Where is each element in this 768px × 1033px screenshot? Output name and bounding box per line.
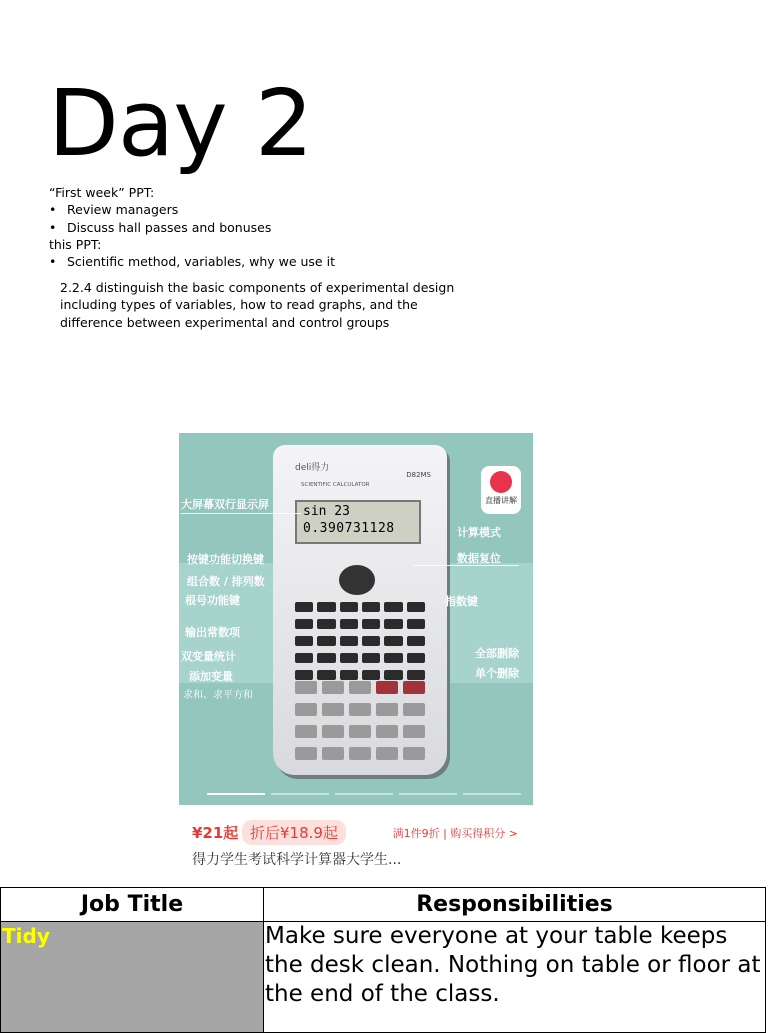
job-title-cell: Tidy bbox=[1, 922, 264, 1033]
cropped-caption: 得力学生考试科学计算器大学生... bbox=[192, 852, 402, 868]
standard-line: 2.2.4 distinguish the basic components of experimental design bbox=[60, 280, 455, 295]
live-badge-label: 直播讲解 bbox=[485, 496, 517, 505]
callout-label: 根号功能键 bbox=[185, 594, 240, 607]
calculator-product-photo bbox=[179, 433, 533, 805]
display-line-2: 0.390731128 bbox=[303, 521, 395, 536]
notes-line: “First week” PPT: bbox=[49, 185, 155, 200]
slide-title: Day 2 bbox=[48, 70, 313, 177]
notes-bullet: • Review managers bbox=[49, 201, 335, 218]
callout-line bbox=[413, 565, 519, 566]
job-table bbox=[0, 887, 766, 1033]
callout-label: 指数键 bbox=[445, 595, 478, 608]
learning-standard bbox=[60, 279, 455, 331]
callout-label: 大屏幕双行显示屏 bbox=[181, 498, 269, 511]
callout-label: 求和、求平方和 bbox=[183, 690, 253, 701]
callout-label: 组合数 / 排列数 bbox=[187, 575, 265, 588]
callout-label: 双变量统计 bbox=[181, 650, 236, 663]
promo-text: 满1件9折 | 购买得积分 > bbox=[392, 827, 518, 840]
callout-label: 全部删除 bbox=[475, 647, 519, 660]
display-line-1: sin 23 bbox=[303, 504, 350, 519]
job-title-header: Job Title bbox=[1, 888, 264, 922]
responsibility-cell: Make sure everyone at your table keeps the desk clean. Nothing on table or floor at the end of the class. bbox=[264, 922, 766, 1033]
notes-bullet: • Scientific method, variables, why we use it bbox=[49, 253, 335, 270]
calculator-model: D82MS bbox=[406, 471, 431, 479]
price-row bbox=[192, 820, 528, 844]
table-row bbox=[1, 922, 766, 1033]
callout-label: 添加变量 bbox=[189, 670, 233, 683]
responsibilities-header: Responsibilities bbox=[264, 888, 766, 922]
callout-label: 输出常数项 bbox=[185, 626, 240, 639]
callout-line bbox=[181, 513, 301, 514]
calculator-dpad bbox=[339, 565, 375, 595]
notes-bullet: • Discuss hall passes and bonuses bbox=[49, 219, 335, 236]
callout-label: 单个删除 bbox=[475, 667, 519, 680]
function-keys bbox=[295, 602, 425, 680]
calculator-brand: deli得力 bbox=[295, 463, 330, 473]
callout-label: 按键功能切换键 bbox=[187, 553, 264, 566]
standard-line: difference between experimental and control groups bbox=[60, 314, 390, 330]
standard-line: including types of variables, how to read graphs, and the bbox=[60, 297, 418, 313]
notes-line: this PPT: bbox=[49, 236, 102, 252]
number-keys bbox=[295, 681, 425, 760]
discount-price: 折后¥18.9起 bbox=[242, 820, 346, 845]
original-price: ¥21起 bbox=[192, 824, 239, 842]
live-badge bbox=[481, 466, 521, 514]
calculator-display bbox=[295, 500, 421, 544]
calculator-image bbox=[273, 445, 447, 775]
presenter-notes bbox=[49, 184, 335, 270]
callout-label: 数据复位 bbox=[457, 552, 501, 565]
carousel-indicator bbox=[207, 793, 521, 795]
live-icon bbox=[490, 471, 512, 493]
calculator-subtitle: SCIENTIFIC CALCULATOR bbox=[301, 482, 370, 488]
callout-label: 计算模式 bbox=[457, 526, 501, 539]
